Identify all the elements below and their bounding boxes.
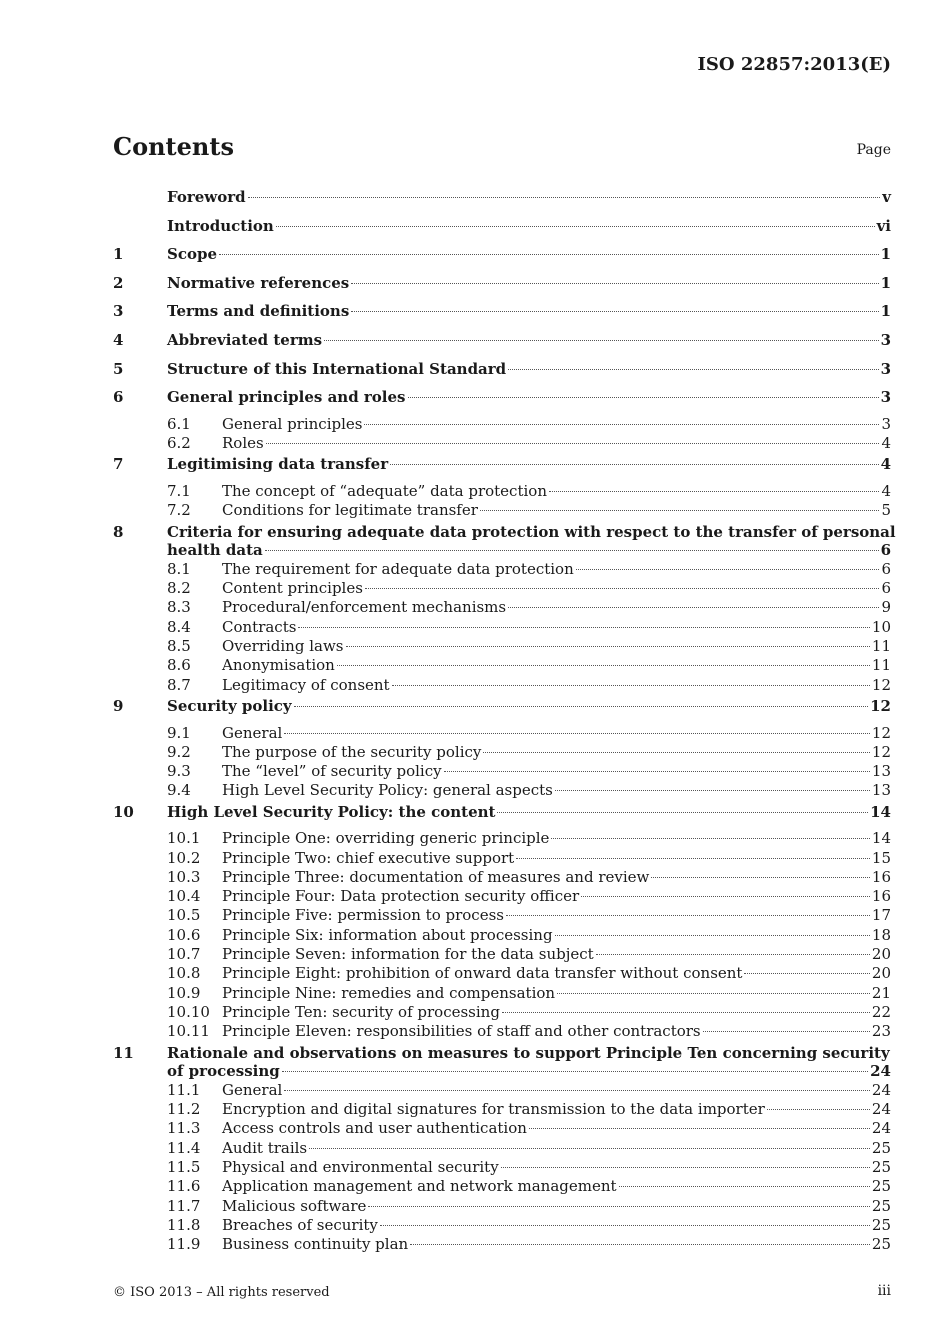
toc-entry-title: Access controls and user authentication — [222, 1119, 527, 1138]
toc-entry[interactable] — [113, 186, 891, 215]
toc-entry[interactable] — [113, 300, 891, 329]
toc-entry[interactable] — [113, 887, 891, 906]
toc-entry-number: 10.11 — [167, 1022, 210, 1041]
dot-leader — [506, 914, 870, 916]
toc-entry-title: Principle One: overriding generic principle — [222, 829, 550, 848]
dot-leader — [576, 568, 880, 570]
dot-leader — [767, 1108, 870, 1110]
toc-entry-number: 6 — [113, 388, 124, 407]
toc-entry[interactable] — [113, 386, 891, 415]
toc-entry-page: 25 — [871, 1158, 891, 1177]
toc-entry[interactable] — [113, 724, 891, 743]
dot-leader — [284, 732, 870, 734]
toc-entry-title: Breaches of security — [222, 1215, 378, 1234]
toc-entry-number: 8.7 — [167, 675, 191, 694]
dot-leader — [265, 549, 879, 551]
toc-entry-title: Content principles — [222, 579, 363, 598]
toc-entry-title: General principles — [222, 414, 363, 433]
toc-entry-number: 11.1 — [167, 1080, 201, 1099]
toc-entry-page: 10 — [871, 617, 891, 636]
toc-entry[interactable] — [113, 637, 891, 656]
toc-entry-page: 11 — [871, 656, 891, 675]
toc-entry[interactable] — [113, 1042, 891, 1062]
dot-leader — [324, 339, 878, 341]
toc-entry-page: 23 — [871, 1022, 891, 1041]
toc-entry[interactable] — [113, 1003, 891, 1022]
dot-leader — [282, 1070, 868, 1072]
toc-entry-title: Criteria for ensuring adequate data protection with respect to the transfer of personal — [167, 522, 896, 541]
toc-entry[interactable] — [113, 945, 891, 964]
toc-entry-title: Principle Six: information about processing — [222, 925, 553, 944]
toc-entry[interactable] — [113, 272, 891, 301]
toc-entry-page: 5 — [881, 501, 891, 520]
dot-leader — [408, 396, 879, 398]
toc-entry-number: 3 — [113, 302, 124, 321]
toc-entry-title: health data — [167, 540, 263, 559]
toc-entry-title: Principle Ten: security of processing — [222, 1002, 500, 1021]
dot-leader — [529, 1127, 870, 1129]
toc-entry-page: 25 — [871, 1235, 891, 1254]
toc-entry-page: 15 — [871, 848, 891, 867]
toc-entry-title: The concept of “adequate” data protection — [222, 481, 547, 500]
toc-entry-number: 10.8 — [167, 964, 201, 983]
toc-entry[interactable] — [113, 964, 891, 983]
toc-entry-title: High Level Security Policy: general aspects — [222, 781, 553, 800]
toc-entry[interactable] — [113, 743, 891, 762]
toc-entry-page: 16 — [871, 867, 891, 886]
toc-entry-page: 4 — [881, 481, 891, 500]
dot-leader — [703, 1030, 870, 1032]
toc-entry-number: 1 — [113, 245, 124, 264]
toc-entry-page: 18 — [871, 925, 891, 944]
toc-entry-title: Principle Eight: prohibition of onward data transfer without consent — [222, 964, 743, 983]
dot-leader — [276, 225, 875, 227]
toc-entry-page: 4 — [881, 434, 891, 453]
toc-entry-page: 1 — [880, 273, 891, 292]
document-id: ISO 22857:2013(E) — [697, 54, 891, 75]
dot-leader — [364, 423, 879, 425]
dot-leader — [368, 1205, 870, 1207]
toc-entry-number: 9.1 — [167, 723, 191, 742]
toc-entry-page: 25 — [871, 1196, 891, 1215]
toc-entry-title: Security policy — [167, 696, 292, 715]
toc-entry-number: 10.10 — [167, 1002, 210, 1021]
dot-leader — [298, 626, 869, 628]
toc-entry-page: 21 — [871, 983, 891, 1002]
toc-entry-page: 6 — [880, 540, 891, 559]
toc-entry-page: 25 — [871, 1177, 891, 1196]
toc-entry-title: Legitimacy of consent — [222, 675, 390, 694]
toc-entry-number: 10.6 — [167, 925, 201, 944]
toc-entry[interactable] — [113, 695, 891, 724]
dot-leader — [557, 992, 870, 994]
copyright-notice: © ISO 2013 – All rights reserved — [113, 1285, 330, 1300]
toc-entry-number: 4 — [113, 330, 124, 349]
dot-leader — [555, 934, 870, 936]
toc-entry-page: 9 — [881, 598, 891, 617]
toc-entry-number: 10.2 — [167, 848, 201, 867]
toc-entry-page: 25 — [871, 1215, 891, 1234]
toc-entry-number: 8.4 — [167, 617, 191, 636]
toc-entry-title: of processing — [167, 1061, 280, 1080]
toc-entry-number: 11.4 — [167, 1138, 201, 1157]
toc-entry[interactable] — [113, 656, 891, 675]
toc-entry-page: 25 — [871, 1138, 891, 1157]
toc-entry-page: 3 — [881, 414, 891, 433]
toc-entry-page: 12 — [871, 723, 891, 742]
toc-entry-title: Principle Five: permission to process — [222, 906, 504, 925]
toc-entry-page: 13 — [871, 781, 891, 800]
dot-leader — [266, 442, 880, 444]
dot-leader — [351, 282, 878, 284]
toc-entry[interactable] — [113, 1119, 891, 1138]
toc-entry-number: 9.4 — [167, 781, 191, 800]
toc-entry-title: Procedural/enforcement mechanisms — [222, 598, 507, 617]
toc-entry-number: 8.3 — [167, 598, 191, 617]
toc-entry-number: 11 — [113, 1043, 134, 1062]
toc-entry-page: 3 — [880, 359, 891, 378]
toc-entry[interactable] — [113, 849, 891, 868]
toc-entry-title: Encryption and digital signatures for transmission to the data importer — [222, 1100, 765, 1119]
toc-entry-title: Principle Seven: information for the data subject — [222, 945, 594, 964]
toc-entry-number: 8 — [113, 522, 124, 541]
toc-entry[interactable] — [113, 541, 891, 560]
toc-entry-page: v — [882, 188, 891, 206]
toc-entry-title: Scope — [167, 245, 218, 264]
toc-entry-title: The “level” of security policy — [222, 762, 442, 781]
toc-entry-title: Conditions for legitimate transfer — [222, 501, 478, 520]
dot-leader — [551, 837, 869, 839]
toc-entry[interactable] — [113, 434, 891, 453]
toc-entry-page: 24 — [871, 1080, 891, 1099]
toc-entry[interactable] — [113, 1177, 891, 1196]
toc-entry-number: 10.9 — [167, 983, 201, 1002]
toc-entry-title: Abbreviated terms — [167, 330, 323, 349]
toc-entry-title: The purpose of the security policy — [222, 742, 482, 761]
toc-entry-number: 8.6 — [167, 656, 191, 675]
dot-leader — [365, 587, 880, 589]
toc-entry[interactable] — [113, 1216, 891, 1235]
toc-entry-number: 10.4 — [167, 887, 201, 906]
toc-entry-title: Overriding laws — [222, 637, 344, 656]
toc-entry-page: 14 — [870, 802, 891, 821]
dot-leader — [390, 463, 878, 465]
toc-entry-page: 13 — [871, 762, 891, 781]
toc-entry[interactable] — [113, 1235, 891, 1254]
toc-entry-number: 10.1 — [167, 829, 201, 848]
toc-entry-page: 20 — [871, 945, 891, 964]
dot-leader — [309, 1147, 870, 1149]
toc-entry-number: 8.2 — [167, 579, 191, 598]
toc-entry-title: Contracts — [222, 617, 297, 636]
toc-entry-number: 6.2 — [167, 434, 191, 453]
toc-entry[interactable] — [113, 868, 891, 887]
toc-entry-number: 11.6 — [167, 1177, 201, 1196]
toc-entry[interactable] — [113, 1158, 891, 1177]
toc-entry-page: 24 — [871, 1119, 891, 1138]
toc-entry-number: 9.3 — [167, 762, 191, 781]
toc-entry-page: 24 — [870, 1061, 891, 1080]
dot-leader — [619, 1185, 870, 1187]
toc-entry-title: Principle Two: chief executive support — [222, 848, 515, 867]
toc-entry-title: General — [222, 1080, 283, 1099]
toc-entry-title: Principle Nine: remedies and compensation — [222, 983, 556, 1002]
toc-entry-title: Anonymisation — [222, 656, 335, 675]
toc-entry-page: vi — [876, 216, 891, 235]
toc-entry[interactable] — [113, 1139, 891, 1158]
toc-entry-title: Audit trails — [222, 1138, 308, 1157]
toc-entry[interactable] — [113, 521, 896, 541]
toc-entry-page: 12 — [870, 696, 891, 715]
toc-entry[interactable] — [113, 1100, 891, 1119]
toc-entry-title: The requirement for adequate data protection — [222, 559, 574, 578]
toc-entry[interactable] — [113, 1197, 891, 1216]
toc-entry-page: 4 — [880, 455, 891, 474]
toc-entry-title: General principles and roles — [167, 388, 406, 407]
dot-leader — [502, 1011, 870, 1013]
dot-leader — [508, 606, 879, 608]
toc-entry[interactable] — [113, 482, 891, 501]
dot-leader — [284, 1089, 870, 1091]
dot-leader — [392, 684, 870, 686]
toc-entry-number: 9 — [113, 696, 124, 715]
toc-entry-page: 11 — [871, 637, 891, 656]
toc-entry[interactable] — [113, 926, 891, 945]
toc-entry[interactable] — [113, 1022, 891, 1041]
toc-entry[interactable] — [113, 415, 891, 434]
dot-leader — [480, 509, 880, 511]
toc-entry-number: 11.8 — [167, 1215, 201, 1234]
toc-entry-number: 11.2 — [167, 1100, 201, 1119]
toc-entry-number: 7.1 — [167, 481, 191, 500]
toc-entry-page: 14 — [871, 829, 891, 848]
dot-leader — [549, 490, 879, 492]
toc-entry-title: Principle Three: documentation of measures and review — [222, 867, 650, 886]
toc-entry-title: High Level Security Policy: the content — [167, 802, 496, 821]
toc-entry-page: 3 — [880, 330, 891, 349]
toc-entry-title: Introduction — [167, 216, 274, 235]
dot-leader — [294, 705, 869, 707]
toc-entry[interactable] — [113, 1081, 891, 1100]
dot-leader — [596, 953, 870, 955]
dot-leader — [516, 857, 870, 859]
toc-entry-page: 6 — [881, 579, 891, 598]
toc-entry-number: 10.7 — [167, 945, 201, 964]
toc-entry-page: 17 — [871, 906, 891, 925]
toc-entry-page: 20 — [871, 964, 891, 983]
toc-entry-number: 2 — [113, 273, 124, 292]
dot-leader — [351, 310, 878, 312]
toc-entry-title: Physical and environmental security — [222, 1158, 499, 1177]
toc-entry-page: 12 — [871, 675, 891, 694]
toc-entry-number: 6.1 — [167, 414, 191, 433]
toc-entry[interactable] — [113, 801, 891, 830]
dot-leader — [444, 770, 870, 772]
toc-entry-number: 7.2 — [167, 501, 191, 520]
dot-leader — [483, 751, 870, 753]
toc-entry-title: Application management and network management — [222, 1177, 617, 1196]
dot-leader — [248, 196, 881, 198]
dot-leader — [555, 789, 870, 791]
toc-entry-number: 10.5 — [167, 906, 201, 925]
toc-entry[interactable] — [113, 618, 891, 637]
page-title: Contents — [113, 132, 234, 161]
toc-entry-title: Principle Eleven: responsibilities of staff and other contractors — [222, 1022, 701, 1041]
toc-entry[interactable] — [113, 676, 891, 695]
toc-entry[interactable] — [113, 215, 891, 244]
toc-entry-page: 1 — [880, 245, 891, 264]
toc-entry-number: 7 — [113, 455, 124, 474]
dot-leader — [744, 972, 869, 974]
toc-entry-number: 10.3 — [167, 867, 201, 886]
toc-entry[interactable] — [113, 598, 891, 617]
toc-entry[interactable] — [113, 829, 891, 848]
dot-leader — [581, 895, 870, 897]
toc-entry-page: 6 — [881, 559, 891, 578]
dot-leader — [219, 253, 879, 255]
toc-entry-title: Malicious software — [222, 1196, 367, 1215]
toc-entry-page: 22 — [871, 1002, 891, 1021]
toc-entry-page: 3 — [880, 388, 891, 407]
toc-entry-page: 12 — [871, 742, 891, 761]
toc-entry-title: Foreword — [167, 188, 246, 206]
toc-entry-title: Structure of this International Standard — [167, 359, 507, 378]
toc-entry[interactable] — [113, 762, 891, 781]
toc-entry[interactable] — [113, 243, 891, 272]
toc-entry-number: 8.1 — [167, 559, 191, 578]
toc-entry-number: 5 — [113, 359, 124, 378]
toc-entry[interactable] — [113, 1062, 891, 1081]
toc-entry-title: Terms and definitions — [167, 302, 350, 321]
toc-entry[interactable] — [113, 579, 891, 598]
toc-entry[interactable] — [113, 501, 891, 520]
page-number: iii — [877, 1283, 891, 1299]
toc-entry-page: 1 — [880, 302, 891, 321]
toc-entry[interactable] — [113, 358, 891, 387]
toc-entry-title: Roles — [222, 434, 264, 453]
dot-leader — [380, 1224, 870, 1226]
toc-entry[interactable] — [113, 453, 891, 482]
toc-entry-page: 24 — [871, 1100, 891, 1119]
toc-entry[interactable] — [113, 906, 891, 925]
toc-entry-number: 11.5 — [167, 1158, 201, 1177]
dot-leader — [346, 645, 870, 647]
toc-entry[interactable] — [113, 560, 891, 579]
toc-entry-number: 8.5 — [167, 637, 191, 656]
toc-entry-title: Normative references — [167, 273, 350, 292]
dot-leader — [497, 811, 868, 813]
toc-entry-number: 11.9 — [167, 1235, 201, 1254]
toc-entry-page: 16 — [871, 887, 891, 906]
toc-entry[interactable] — [113, 329, 891, 358]
toc-entry-title: Business continuity plan — [222, 1235, 409, 1254]
toc-entry[interactable] — [113, 781, 891, 800]
dot-leader — [501, 1166, 870, 1168]
toc-entry[interactable] — [113, 984, 891, 1003]
toc-entry-title: General — [222, 723, 283, 742]
toc-entry-number: 11.7 — [167, 1196, 201, 1215]
toc-entry-number: 10 — [113, 802, 134, 821]
toc-entry-title: Principle Four: Data protection security officer — [222, 887, 580, 906]
toc-entry-number: 11.3 — [167, 1119, 201, 1138]
toc-entry-title: Rationale and observations on measures to support Principle Ten concerning security — [167, 1043, 890, 1062]
dot-leader — [651, 876, 870, 878]
toc-entry-number: 9.2 — [167, 742, 191, 761]
toc-entry-title: Legitimising data transfer — [167, 455, 389, 474]
dot-leader — [410, 1243, 870, 1245]
dot-leader — [508, 368, 878, 370]
dot-leader — [337, 664, 870, 666]
page-column-label: Page — [856, 142, 891, 158]
table-of-contents — [113, 186, 896, 1255]
